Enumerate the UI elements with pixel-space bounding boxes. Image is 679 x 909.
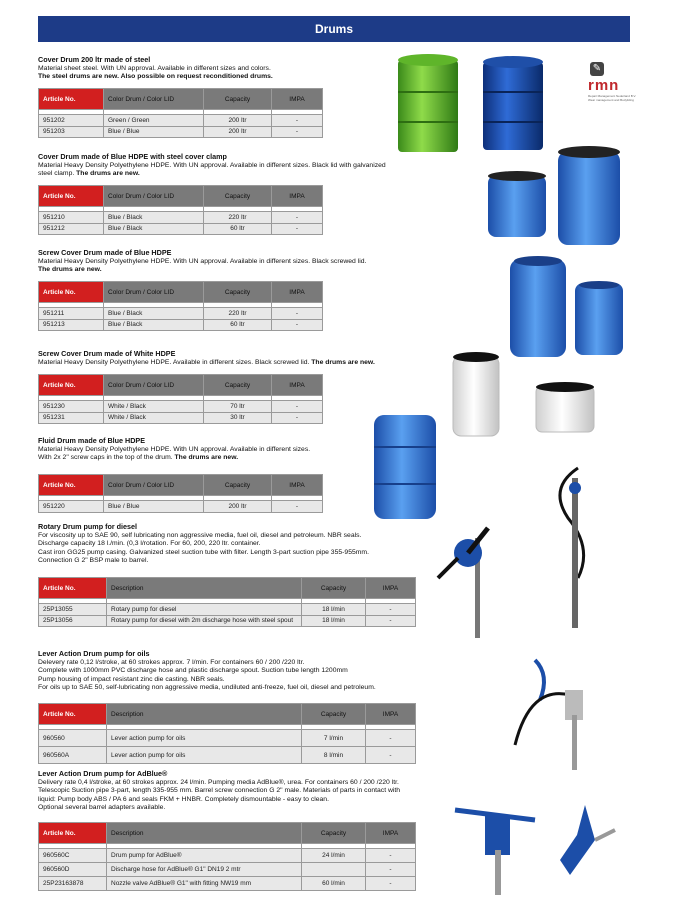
blue-clamp-drums-image [480, 143, 640, 248]
product-table [38, 185, 323, 235]
table-row: 951231 White / Black 30 ltr - [39, 412, 323, 424]
section-white-hdpe-screw [38, 350, 375, 367]
section-note: The steel drums are new. Also possible on request reconditioned drums. [38, 73, 273, 80]
product-table [38, 822, 416, 891]
section-title: Cover Drum 200 ltr made of steel [38, 55, 151, 64]
section-line: liquid: Pump body ABS / PA 6 and seals FKM + HNBR. Completely dismountable - easy to clean. [38, 795, 329, 803]
steel-drums-image [395, 52, 575, 157]
col-header: IMPA [272, 475, 323, 496]
table-row: 951230 White / Black 70 ltr - [39, 401, 323, 413]
section-line: For viscosity up to SAE 90, self lubricating non aggressive media, fuel oil, diesel and petroleum. NBR seals. [38, 531, 362, 539]
col-header: Capacity [302, 578, 366, 599]
product-table [38, 374, 323, 424]
section-line: Optional several barrel adapters available. [38, 804, 166, 811]
section-steel-drum [38, 56, 273, 82]
col-header: Article No. [39, 282, 104, 303]
table-row: 951203 Blue / Blue 200 ltr - [39, 126, 323, 138]
section-line: Connection G 2" BSP male to barrel. [38, 557, 149, 564]
section-note: The drums are new. [311, 358, 375, 366]
table-row: 25P13055 Rotary pump for diesel 18 l/min - [39, 604, 416, 616]
section-description: Material Heavy Density Polyethylene HDPE. Available in different sizes. Black screwed lid. [38, 358, 312, 366]
col-header: IMPA [272, 375, 323, 396]
section-title: Fluid Drum made of Blue HDPE [38, 436, 146, 445]
section-note: The drums are new. [38, 266, 102, 273]
col-header: IMPA [366, 704, 416, 725]
section-lever-pump-oils [38, 650, 376, 693]
col-header: Article No. [39, 186, 104, 207]
product-table [38, 577, 416, 627]
col-header: Description [107, 823, 302, 844]
blue-screw-drums-image [505, 255, 635, 360]
table-row: 25P13056 Rotary pump for diesel with 2m discharge hose with steel spout 18 l/min - [39, 615, 416, 627]
section-blue-hdpe-screw [38, 249, 366, 275]
section-title: Cover Drum made of Blue HDPE with steel cover clamp [38, 152, 227, 161]
section-description-2: steel clamp. [38, 170, 77, 177]
col-header: Description [107, 704, 302, 725]
section-description-2: With 2x 2" screw caps in the top of the drum. [38, 454, 175, 461]
col-header: IMPA [366, 578, 416, 599]
logo-subtitle-1: Repair Management Nederland B.V. [588, 94, 637, 98]
section-description: Material Heavy Density Polyethylene HDPE. With UN approval. Available in different sizes. [38, 445, 311, 453]
product-table [38, 88, 323, 138]
col-header: IMPA [272, 282, 323, 303]
col-header: Article No. [39, 823, 107, 844]
section-rotary-pump [38, 523, 369, 566]
section-description: Material Heavy Density Polyethylene HDPE. With UN approval. Available in different sizes. Black screwed lid. [38, 257, 367, 265]
product-table [38, 474, 323, 513]
section-description: Material sheet steel. With UN approval. Available in different sizes and colors. [38, 64, 271, 72]
col-header: Article No. [39, 475, 104, 496]
section-title: Rotary Drum pump for diesel [38, 522, 138, 531]
lever-pump-oils-image [510, 655, 610, 775]
col-header: Capacity [204, 475, 272, 496]
section-note: The drums are new. [174, 454, 239, 461]
table-row: 951212 Blue / Black 60 ltr - [39, 223, 323, 235]
logo-text: rmn [588, 77, 620, 94]
col-header: Color Drum / Color LID [104, 282, 204, 303]
col-header: Article No. [39, 704, 107, 725]
table-row: 960560A Lever action pump for oils 8 l/min - [39, 747, 416, 764]
col-header: Color Drum / Color LID [104, 475, 204, 496]
section-note: The drums are new. [76, 170, 140, 177]
col-header: Capacity [302, 704, 366, 725]
col-header: IMPA [272, 89, 323, 110]
section-line: For oils up to SAE 50, self-lubricating non aggressive media, undiluted anti-freeze, fuel oil, diesel and petroleum. [38, 684, 376, 691]
col-header: Color Drum / Color LID [104, 186, 204, 207]
section-description: Material Heavy Density Polyethylene HDPE. With UN approval. Available in different sizes. Black lid with galvanized [38, 161, 386, 169]
section-line: Telescopic Suction pipe 3-part, length 335-955 mm. Barrel screw connection G 2" male. Materials of parts in contact with [38, 787, 401, 794]
table-row: 951220 Blue / Blue 200 ltr - [39, 501, 323, 513]
section-title: Lever Action Drum pump for AdBlue® [38, 769, 168, 778]
col-header: Article No. [39, 578, 107, 599]
col-header: Description [107, 578, 302, 599]
col-header: Capacity [302, 823, 366, 844]
col-header: Capacity [204, 89, 272, 110]
col-header: Color Drum / Color LID [104, 375, 204, 396]
section-title: Screw Cover Drum made of Blue HDPE [38, 248, 172, 257]
col-header: Article No. [39, 89, 104, 110]
section-title: Lever Action Drum pump for oils [38, 649, 150, 658]
col-header: Color Drum / Color LID [104, 89, 204, 110]
white-drums-image [450, 350, 630, 440]
section-line: Delevery rate 0,12 l/stroke, at 60 strokes approx. 7 l/min. For containers 60 / 200 /220 ltr. [38, 658, 305, 666]
col-header: Article No. [39, 375, 104, 396]
wrench-icon: ✎ [590, 62, 604, 76]
section-line: Delivery rate 0,4 l/stroke, at 60 strokes approx. 24 l/min. Pumping media AdBlue®, urea. For containers 60 / 200 /220 ltr. [38, 778, 399, 786]
col-header: Capacity [204, 186, 272, 207]
section-title: Screw Cover Drum made of White HDPE [38, 349, 176, 358]
col-header: IMPA [366, 823, 416, 844]
table-row: 960560D Discharge hose for AdBlue® G1" DN19 2 mtr - [39, 863, 416, 877]
product-table [38, 703, 416, 764]
rotary-pump-image [428, 458, 618, 648]
table-row: 951202 Green / Green 200 ltr - [39, 115, 323, 127]
col-header: IMPA [272, 186, 323, 207]
table-row: 951210 Blue / Black 220 ltr - [39, 212, 323, 224]
logo-subtitle-2: Wear management and Bodyliding [588, 98, 634, 102]
table-row: 960560 Lever action pump for oils 7 l/min - [39, 730, 416, 747]
section-lever-pump-adblue [38, 770, 400, 813]
col-header: Capacity [204, 375, 272, 396]
section-blue-hdpe-clamp [38, 153, 386, 179]
section-line: Cast iron GG25 pump casing. Galvanized steel suction tube with filter. Length 3-part suction pipe 355-955mm. [38, 548, 369, 556]
page-title: Drums [314, 22, 353, 36]
section-line: Pump housing of impact resistant zinc die casting. NBR seals. [38, 675, 225, 683]
page-title-banner [38, 16, 630, 42]
adblue-pump-nozzle-image [445, 790, 625, 900]
product-table [38, 281, 323, 331]
company-logo [588, 62, 660, 102]
table-row: 951211 Blue / Black 220 ltr - [39, 308, 323, 320]
table-row: 960560C Drum pump for AdBlue® 24 l/min - [39, 849, 416, 863]
section-line: Discharge capacity 18 l./min. (0,3 l/rotation. For 60, 200, 220 ltr. container. [38, 540, 261, 547]
section-fluid-drum [38, 437, 310, 463]
col-header: Capacity [204, 282, 272, 303]
table-row: 25P23163878 Nozzle valve AdBlue® G1" with fitting NW19 mm 60 l/min - [39, 877, 416, 891]
section-line: Complete with 1000mm PVC discharge hose and plastic discharge spout. Suction tube length 1200mm [38, 667, 348, 674]
table-row: 951213 Blue / Black 60 ltr - [39, 319, 323, 331]
